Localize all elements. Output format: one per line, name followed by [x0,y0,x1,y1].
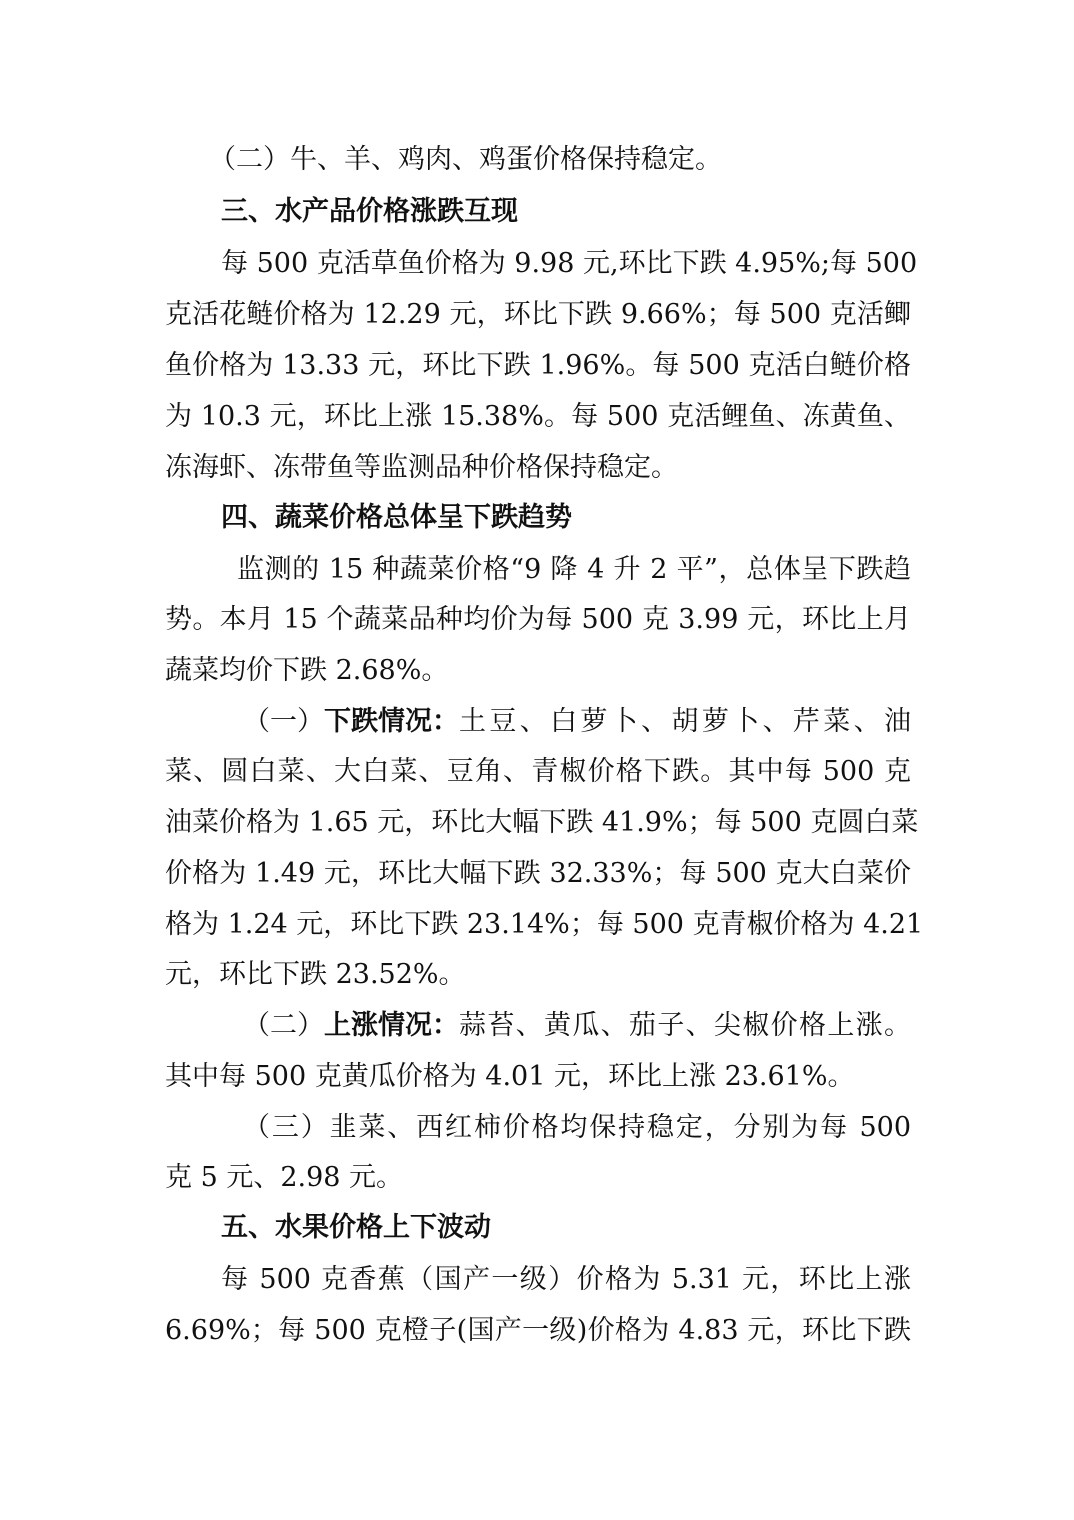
heading-aquatic: 三、水产品价格涨跌互现 [221,196,518,227]
paragraph-aquatic-line: 冻海虾、冻带鱼等监测品种价格保持稳定。 [165,452,678,483]
paragraph-meat-stable: （二）牛、羊、鸡肉、鸡蛋价格保持稳定。 [209,144,722,175]
paragraph-rise-first-line [243,1012,911,1039]
paragraph-fruit-line: 每 500 克香蕉（国产一级）价格为 5.31 元，环比上涨 [221,1264,911,1295]
paragraph-decline-line: 价格为 1.49 元，环比大幅下跌 32.33%；每 500 克大白菜价 [165,858,911,889]
rise-label: 上涨情况： [324,1010,459,1041]
paragraph-decline-first-line [243,708,911,735]
paragraph-decline-line: 油菜价格为 1.65 元，环比大幅下跌 41.9%；每 500 克圆白菜 [165,807,919,838]
paragraph-decline-line: 菜、圆白菜、大白菜、豆角、青椒价格下跌。其中每 500 克 [165,756,911,787]
heading-vegetables: 四、蔬菜价格总体呈下跌趋势 [221,502,572,533]
rise-text: 蒜苔、黄瓜、茄子、尖椒价格上涨。 [459,1010,911,1041]
paragraph-aquatic-line: 鱼价格为 13.33 元，环比下跌 1.96%。每 500 克活白鲢价格 [165,350,911,381]
decline-text: 土豆、白萝卜、胡萝卜、芹菜、油 [459,706,911,737]
paragraph-vegetables-line: 监测的 15 种蔬菜价格“9 降 4 升 2 平”，总体呈下跌趋 [237,554,911,585]
paragraph-stable-line: （三）韭菜、西红柿价格均保持稳定，分别为每 500 [243,1112,911,1143]
paragraph-decline-line: 元，环比下跌 23.52%。 [165,959,466,990]
paragraph-rise-line: 其中每 500 克黄瓜价格为 4.01 元，环比上涨 23.61%。 [165,1061,855,1092]
paragraph-vegetables-line: 势。本月 15 个蔬菜品种均价为每 500 克 3.99 元，环比上月 [165,604,911,635]
paragraph-aquatic-line: 为 10.3 元，环比上涨 15.38%。每 500 克活鲤鱼、冻黄鱼、 [165,401,911,432]
paragraph-fruit-line: 6.69%；每 500 克橙子(国产一级)价格为 4.83 元，环比下跌 [165,1315,911,1346]
paragraph-stable-line: 克 5 元、2.98 元。 [165,1162,404,1193]
paragraph-aquatic-line: 每 500 克活草鱼价格为 9.98 元,环比下跌 4.95%;每 500 [221,248,918,279]
decline-prefix: （一） [243,706,324,737]
rise-prefix: （二） [243,1010,324,1041]
paragraph-decline-line: 格为 1.24 元，环比下跌 23.14%；每 500 克青椒价格为 4.21 [165,909,924,940]
paragraph-aquatic-line: 克活花鲢价格为 12.29 元，环比下跌 9.66%；每 500 克活鲫 [165,299,911,330]
paragraph-vegetables-line: 蔬菜均价下跌 2.68%。 [165,655,449,686]
decline-label: 下跌情况： [324,706,459,737]
heading-fruit: 五、水果价格上下波动 [221,1212,491,1243]
